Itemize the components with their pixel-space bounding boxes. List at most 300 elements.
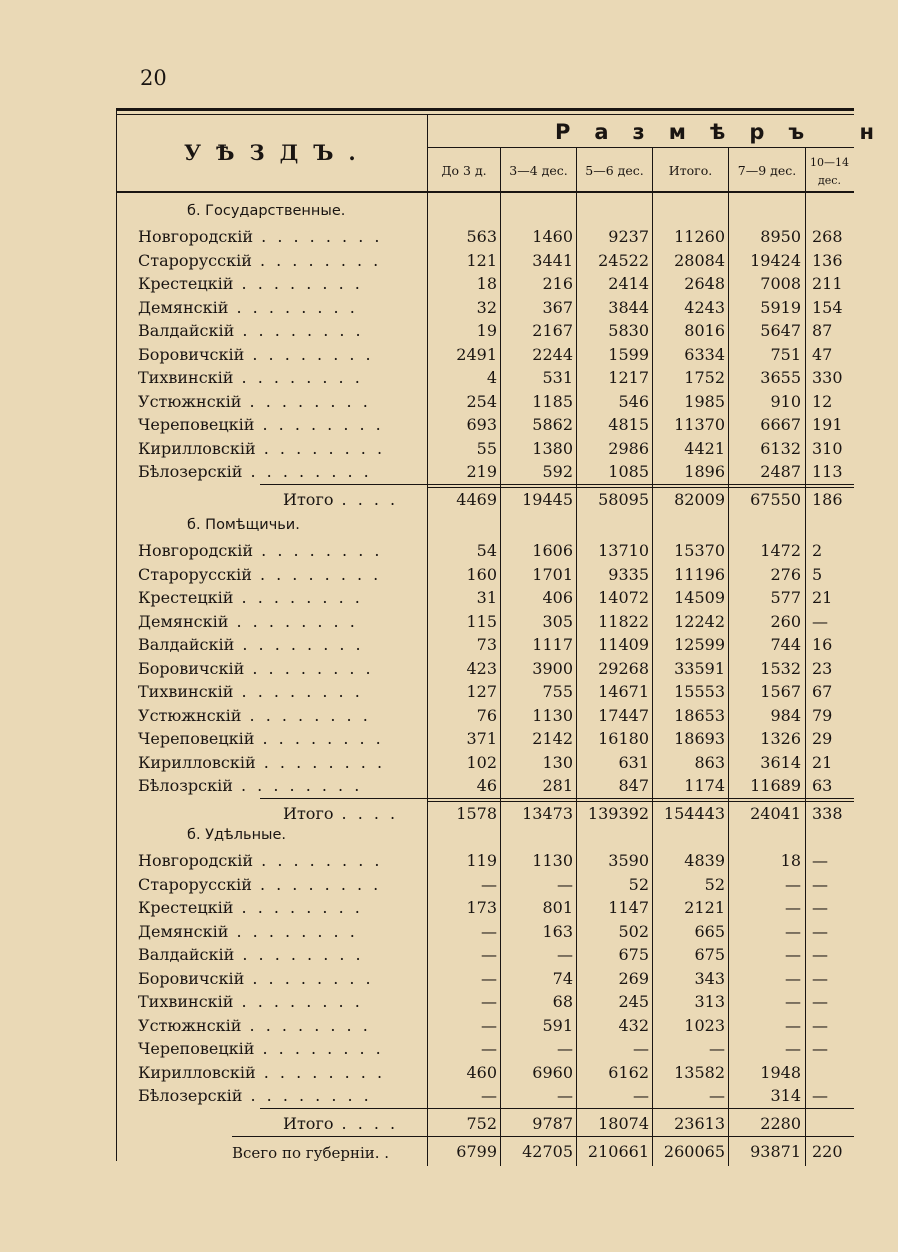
cell-col-2: 29268: [598, 658, 649, 678]
district-name: [138, 1063, 416, 1082]
cell-col-4: 910: [770, 391, 801, 411]
district-name-text: Тихвинскій: [138, 992, 234, 1011]
district-name-text: Старорусскій: [138, 564, 252, 584]
cell-col-4: 744: [770, 635, 801, 654]
district-name: [138, 706, 416, 725]
cell-col-0: 563: [466, 227, 497, 246]
district-name: [138, 392, 416, 411]
leader-dots: . . . . . . . .: [233, 588, 363, 607]
cell-col-0: 54: [476, 541, 497, 560]
cell-col-4: —: [785, 874, 801, 894]
district-name: [138, 1086, 416, 1105]
total-col-4: 24041: [750, 803, 801, 823]
cell-col-5: —: [812, 945, 828, 964]
district-name-text: Новгородскій: [138, 227, 254, 246]
cell-col-4: —: [785, 921, 801, 941]
total-label: [283, 804, 398, 823]
cell-col-5: —: [812, 874, 828, 894]
cell-col-2: 9335: [608, 564, 649, 584]
cell-col-4: —: [785, 1015, 801, 1035]
col-header-total: Итого.: [668, 163, 713, 178]
cell-col-2: 14072: [598, 588, 649, 607]
cell-col-1: 1130: [532, 705, 573, 725]
col-header-up-to-3: До 3 д.: [441, 163, 487, 178]
leader-dots: . . . . . . . .: [244, 344, 374, 364]
cell-col-2: 4815: [608, 415, 649, 434]
total-col-2: 58095: [598, 489, 649, 509]
district-name: [138, 298, 416, 317]
leader-dots: . . . . . . . .: [233, 274, 363, 293]
cell-col-1: 6960: [532, 1062, 573, 1082]
cell-col-2: —: [633, 1086, 649, 1105]
cell-col-5: 47: [812, 344, 833, 364]
leader-dots: . . . . . . . .: [253, 851, 383, 870]
cell-col-3: 15370: [674, 541, 725, 560]
cell-col-5: 87: [812, 321, 833, 340]
header-bottom-rule: [116, 191, 854, 193]
total-col-4: 67550: [750, 489, 801, 509]
grand-total-label: [232, 1144, 389, 1162]
cell-col-3: 675: [694, 945, 725, 964]
total-col-1: 9787: [532, 1113, 573, 1133]
total-col-3: 154443: [663, 803, 725, 823]
total-rule: [260, 798, 854, 799]
cell-col-1: —: [557, 1039, 573, 1058]
cell-col-4: 1567: [760, 682, 801, 701]
cell-col-2: 24522: [598, 250, 649, 270]
cell-col-0: 115: [466, 611, 497, 631]
district-name-text: Валдайскій: [138, 945, 235, 964]
district-name-text: Валдайскій: [138, 635, 235, 654]
cell-col-3: —: [709, 1086, 725, 1105]
total-col-0: 4469: [456, 489, 497, 509]
cell-col-1: 2167: [532, 321, 573, 340]
district-name: [138, 345, 416, 364]
cell-col-2: 11409: [598, 635, 649, 654]
cell-col-1: 130: [542, 752, 573, 772]
cell-col-0: 127: [466, 682, 497, 701]
cell-col-0: 693: [466, 415, 497, 434]
size-header: Размѣръ н: [555, 120, 898, 144]
cell-col-0: —: [481, 945, 497, 964]
district-name-text: Череповецкій: [138, 415, 255, 434]
cell-col-1: 3900: [532, 658, 573, 678]
cell-col-0: 55: [476, 438, 497, 458]
cell-col-5: —: [812, 898, 828, 917]
district-name: [138, 368, 416, 387]
cell-col-3: 52: [704, 874, 725, 894]
grand-total-col-1: 42705: [522, 1142, 573, 1161]
top-rule-thin: [116, 114, 854, 115]
cell-col-2: 5830: [608, 321, 649, 340]
cell-col-4: 751: [770, 344, 801, 364]
leader-dots: . . . . . . . .: [228, 921, 358, 941]
cell-col-3: 1023: [684, 1015, 725, 1035]
district-name-text: Валдайскій: [138, 321, 235, 340]
district-name-text: Старорусскій: [138, 874, 252, 894]
district-name-text: Бѣлозерскій: [138, 1086, 243, 1105]
cell-col-2: 6162: [608, 1062, 649, 1082]
cell-col-5: —: [812, 1086, 828, 1105]
cell-col-0: 2491: [456, 344, 497, 364]
cell-col-4: 314: [770, 1086, 801, 1105]
cell-col-1: 1117: [532, 635, 573, 654]
cell-col-1: 801: [542, 898, 573, 917]
cell-col-1: 1130: [532, 851, 573, 870]
leader-dots: . . . . . . . .: [232, 776, 363, 795]
cell-col-5: 211: [812, 274, 843, 293]
cell-col-4: 577: [770, 588, 801, 607]
cell-col-0: —: [481, 921, 497, 941]
cell-col-0: 254: [466, 391, 497, 411]
leader-dots: . . . . . . . .: [254, 415, 384, 434]
cell-col-3: —: [709, 1039, 725, 1058]
district-name: [138, 462, 416, 481]
total-rule-double: [427, 801, 854, 802]
cell-col-3: 4421: [684, 438, 725, 458]
cell-col-5: —: [812, 1039, 828, 1058]
cell-col-3: 1174: [684, 776, 725, 795]
cell-col-3: 4839: [684, 851, 725, 870]
total-col-1: 19445: [522, 489, 573, 509]
total-label: [283, 1114, 398, 1133]
district-name: [138, 992, 416, 1011]
col-header-3-4: 3—4 дес.: [509, 163, 568, 178]
leader-dots: . . . . . . . .: [241, 391, 371, 411]
cell-col-5: 12: [812, 391, 833, 411]
district-name-text: Тихвинскій: [138, 682, 234, 701]
cell-col-4: 3614: [760, 752, 801, 772]
district-name-text: Крестецкій: [138, 588, 234, 607]
cell-col-2: 13710: [598, 541, 649, 560]
district-name: [138, 945, 416, 964]
cell-col-4: —: [785, 898, 801, 917]
cell-col-2: 502: [618, 921, 649, 941]
cell-col-5: —: [812, 1015, 828, 1035]
cell-col-3: 343: [694, 968, 725, 988]
total-col-5: 338: [812, 803, 843, 823]
leader-dots: . . . . . . . .: [242, 462, 372, 481]
cell-col-2: 11822: [598, 611, 649, 631]
district-name: [138, 682, 416, 701]
district-name: [138, 898, 416, 917]
district-name: [138, 588, 416, 607]
district-name: [138, 729, 416, 748]
cell-col-5: 67: [812, 682, 833, 701]
district-name: [138, 274, 416, 293]
leader-dots: . . . . . . . .: [241, 1015, 371, 1035]
cell-col-5: 5: [812, 564, 823, 584]
cell-col-3: 28084: [674, 250, 725, 270]
grand-total-col-5: 220: [812, 1142, 843, 1161]
total-label-text: Итого: [283, 489, 334, 509]
uezd-header: УѢЗДЪ.: [184, 140, 371, 165]
leader-dots: . . . .: [333, 803, 399, 823]
total-col-1: 13473: [522, 803, 573, 823]
district-name-text: Крестецкій: [138, 898, 234, 917]
cell-col-2: 17447: [598, 705, 649, 725]
cell-col-0: —: [481, 1086, 497, 1105]
cell-col-2: 432: [618, 1015, 649, 1035]
district-name-text: Демянскій: [138, 921, 229, 941]
cell-col-3: 665: [694, 921, 725, 941]
leader-dots: . . . . . . . .: [242, 1086, 372, 1105]
cell-col-3: 2648: [684, 274, 725, 293]
district-name-text: Тихвинскій: [138, 368, 234, 387]
cell-col-0: 4: [486, 368, 497, 387]
cell-col-5: —: [812, 921, 828, 941]
leader-dots: . . . . . . . .: [254, 729, 384, 748]
district-name: [138, 612, 416, 631]
cell-col-4: 19424: [750, 250, 801, 270]
cell-col-0: —: [481, 1015, 497, 1035]
leader-dots: . . . . . . . .: [254, 1039, 384, 1058]
cell-col-0: 32: [476, 297, 497, 317]
district-name: [138, 776, 416, 795]
district-name-text: Демянскій: [138, 611, 229, 631]
cell-col-5: 330: [812, 368, 843, 387]
left-edge-line: [116, 111, 117, 1161]
cell-col-5: 136: [812, 250, 843, 270]
leader-dots: . . . . . . . .: [233, 368, 363, 387]
district-name: [138, 565, 416, 584]
district-name: [138, 251, 416, 270]
cell-col-1: —: [557, 945, 573, 964]
total-rule: [260, 484, 854, 485]
cell-col-4: 260: [770, 611, 801, 631]
cell-col-3: 13582: [674, 1062, 725, 1082]
leader-dots: . . . . . . . .: [244, 658, 374, 678]
total-rule: [260, 1108, 854, 1109]
leader-dots: . . . . . . . .: [255, 438, 386, 458]
cell-col-1: 74: [552, 968, 573, 988]
cell-col-0: 219: [466, 462, 497, 481]
district-name: [138, 541, 416, 560]
leader-dots: . . . . . . . .: [253, 541, 383, 560]
leader-dots: . . . . . . . .: [234, 945, 364, 964]
cell-col-5: 79: [812, 705, 833, 725]
cell-col-0: —: [481, 874, 497, 894]
cell-col-0: —: [481, 1039, 497, 1058]
cell-col-3: 12242: [674, 611, 725, 631]
total-col-5: 186: [812, 489, 843, 509]
col-header-7-9: 7—9 дес.: [737, 163, 797, 178]
leader-dots: . . . .: [333, 1113, 399, 1133]
cell-col-2: 14671: [598, 682, 649, 701]
grand-total-col-2: 210661: [587, 1142, 649, 1161]
cell-col-1: 755: [542, 682, 573, 701]
cell-col-0: 18: [476, 274, 497, 293]
leader-dots: . . . . . . . .: [251, 250, 382, 270]
cell-col-1: 531: [542, 368, 573, 387]
cell-col-2: 546: [618, 391, 649, 411]
grand-total-label-text: Всего по губерніи.: [232, 1144, 380, 1162]
leader-dots: .: [379, 1144, 390, 1162]
cell-col-0: 102: [466, 752, 497, 772]
cell-col-5: —: [812, 611, 828, 631]
cell-col-0: —: [481, 992, 497, 1011]
cell-col-5: —: [812, 968, 828, 988]
leader-dots: . . . . . . . .: [234, 321, 364, 340]
district-name-text: Устюжнскій: [138, 1015, 242, 1035]
cell-col-1: 163: [542, 921, 573, 941]
cell-col-4: 5919: [760, 297, 801, 317]
section-title: б. Государственные.: [187, 203, 346, 219]
leader-dots: . . . . . . . .: [244, 968, 374, 988]
cell-col-1: 406: [542, 588, 573, 607]
cell-col-4: 18: [780, 851, 801, 870]
cell-col-3: 11370: [674, 415, 725, 434]
leader-dots: . . . . . . . .: [228, 611, 358, 631]
cell-col-4: 8950: [760, 227, 801, 246]
district-name-text: Кирилловскій: [138, 438, 256, 458]
cell-col-4: 1948: [760, 1062, 801, 1082]
cell-col-3: 11260: [674, 227, 725, 246]
cell-col-3: 1985: [684, 391, 725, 411]
district-name-text: Череповецкій: [138, 1039, 255, 1058]
cell-col-4: 7008: [760, 274, 801, 293]
cell-col-3: 12599: [674, 635, 725, 654]
cell-col-0: 423: [466, 658, 497, 678]
cell-col-3: 1896: [684, 462, 725, 481]
district-name: [138, 321, 416, 340]
cell-col-2: 1599: [608, 344, 649, 364]
district-name-text: Боровичскій: [138, 968, 245, 988]
total-col-3: 82009: [674, 489, 725, 509]
section-title: б. Удѣльные.: [187, 827, 287, 843]
cell-col-1: 1185: [532, 391, 573, 411]
cell-col-1: 305: [542, 611, 573, 631]
cell-col-3: 15553: [674, 682, 725, 701]
cell-col-2: 3590: [608, 851, 649, 870]
cell-col-2: 1085: [608, 462, 649, 481]
cell-col-3: 14509: [674, 588, 725, 607]
cell-col-2: 16180: [598, 729, 649, 748]
cell-col-5: 113: [812, 462, 843, 481]
cell-col-5: 23: [812, 658, 833, 678]
cell-col-2: 2414: [608, 274, 649, 293]
grand-total-col-4: 93871: [750, 1142, 801, 1161]
district-name-text: Демянскій: [138, 297, 229, 317]
grand-total-rule: [232, 1136, 854, 1137]
cell-col-2: 847: [618, 776, 649, 795]
cell-col-1: 592: [542, 462, 573, 481]
cell-col-4: 1532: [760, 658, 801, 678]
leader-dots: . . . . . . . .: [233, 992, 363, 1011]
cell-col-3: 1752: [684, 368, 725, 387]
cell-col-4: 984: [770, 705, 801, 725]
district-name: [138, 227, 416, 246]
cell-col-4: —: [785, 992, 801, 1011]
cell-col-1: 281: [542, 776, 573, 795]
cell-col-4: 11689: [750, 776, 801, 795]
cell-col-3: 4243: [684, 297, 725, 317]
cell-col-4: 6132: [760, 438, 801, 458]
cell-col-3: 313: [694, 992, 725, 1011]
cell-col-4: —: [785, 968, 801, 988]
total-label: [283, 490, 398, 509]
page-number: 20: [140, 66, 167, 90]
cell-col-2: 2986: [608, 438, 649, 458]
cell-col-5: 21: [812, 588, 833, 607]
cell-col-4: 6667: [760, 415, 801, 434]
cell-col-4: —: [785, 1039, 801, 1058]
total-col-4: 2280: [760, 1113, 801, 1133]
leader-dots: . . . . . . . .: [251, 874, 382, 894]
district-name: [138, 439, 416, 458]
leader-dots: . . . . . . . .: [255, 1062, 386, 1082]
cell-col-0: 121: [466, 250, 497, 270]
total-label-text: Итого: [283, 1113, 334, 1133]
top-rule-thick: [116, 108, 854, 111]
district-name: [138, 635, 416, 654]
cell-col-0: 31: [476, 588, 497, 607]
leader-dots: . . . . . . . .: [255, 752, 386, 772]
district-name-text: Череповецкій: [138, 729, 255, 748]
cell-col-0: 160: [466, 564, 497, 584]
cell-col-1: 1606: [532, 541, 573, 560]
cell-col-1: 367: [542, 297, 573, 317]
section-title: б. Помѣщичьи.: [187, 517, 300, 533]
cell-col-1: —: [557, 874, 573, 894]
district-name: [138, 415, 416, 434]
district-name-text: Устюжнскій: [138, 705, 242, 725]
district-name: [138, 1039, 416, 1058]
cell-col-2: 245: [618, 992, 649, 1011]
district-name: [138, 659, 416, 678]
district-name-text: Боровичскій: [138, 344, 245, 364]
cell-col-1: 1380: [532, 438, 573, 458]
cell-col-1: 1460: [532, 227, 573, 246]
total-col-2: 18074: [598, 1113, 649, 1133]
cell-col-0: 371: [466, 729, 497, 748]
total-rule-double: [427, 487, 854, 488]
leader-dots: . . . . . . . .: [233, 898, 363, 917]
col-header-10-14: 10—14 дес.: [810, 156, 849, 187]
cell-col-2: 1217: [608, 368, 649, 387]
total-col-0: 1578: [456, 803, 497, 823]
cell-col-2: 631: [618, 752, 649, 772]
district-name: [138, 922, 416, 941]
col-line-5: [805, 147, 806, 1166]
cell-col-5: 268: [812, 227, 843, 246]
cell-col-2: 3844: [608, 297, 649, 317]
total-col-0: 752: [466, 1113, 497, 1133]
col-header-5-6: 5—6 дес.: [585, 163, 644, 178]
cell-col-2: 9237: [608, 227, 649, 246]
cell-col-5: 21: [812, 752, 833, 772]
leader-dots: . . . . . . . .: [251, 564, 382, 584]
cell-col-0: —: [481, 968, 497, 988]
cell-col-2: 52: [628, 874, 649, 894]
cell-col-5: 2: [812, 541, 823, 560]
cell-col-5: —: [812, 851, 828, 870]
cell-col-4: 5647: [760, 321, 801, 340]
cell-col-5: 310: [812, 438, 843, 458]
district-name: [138, 969, 416, 988]
cell-col-2: 269: [618, 968, 649, 988]
cell-col-4: 1326: [760, 729, 801, 748]
cell-col-3: 18653: [674, 705, 725, 725]
cell-col-5: 29: [812, 729, 833, 748]
cell-col-0: 19: [476, 321, 497, 340]
cell-col-3: 11196: [674, 564, 725, 584]
size-header-rule: [427, 147, 854, 148]
district-name-text: Боровичскій: [138, 658, 245, 678]
cell-col-5: —: [812, 992, 828, 1011]
district-name-text: Кирилловскій: [138, 752, 256, 772]
district-name-text: Новгородскій: [138, 851, 254, 870]
